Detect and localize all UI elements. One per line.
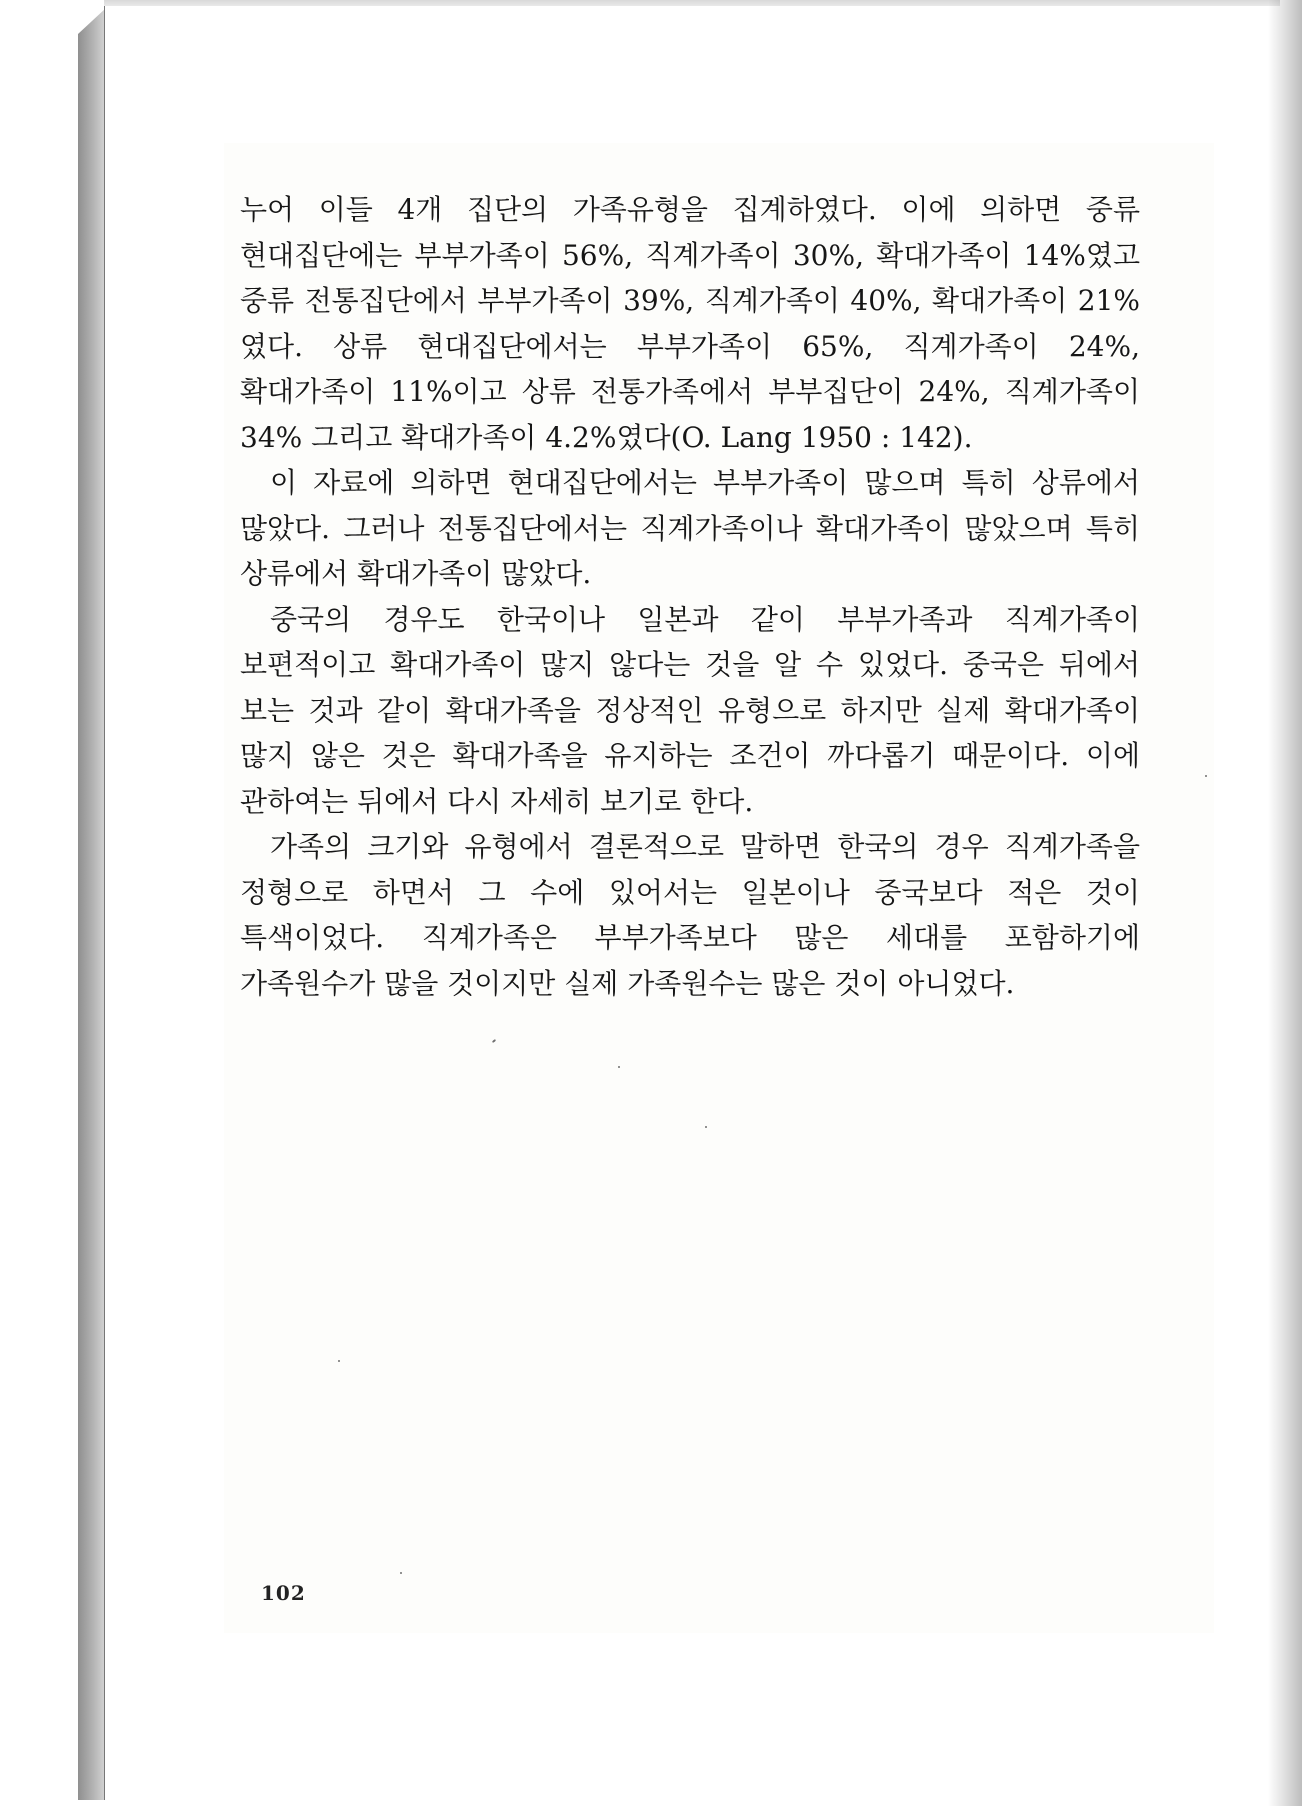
paragraph: 가족의 크기와 유형에서 결론적으로 말하면 한국의 경우 직계가족을 정형으로 하면서 그 수에 있어서는 일본이나 중국보다 적은 것이 특색이었다. 직계가족은 부부가족보다 많은 세대를 포함하기에 가족원수가 많을 것이지만 실제 가족원수는 많은 것이 아니었다. bbox=[240, 830, 1140, 1000]
scan-speck bbox=[1205, 775, 1207, 777]
scan-speck bbox=[618, 1066, 620, 1068]
page-number: 102 bbox=[261, 1581, 306, 1605]
page-right-shadow bbox=[1268, 0, 1302, 1806]
paragraph: 중국의 경우도 한국이나 일본과 같이 부부가족과 직계가족이 보편적이고 확대가족이 많지 않다는 것을 알 수 있었다. 중국은 뒤에서 보는 것과 같이 확대가족을 정상적인 유형으로 하지만 실제 확대가족이 많지 않은 것은 확대가족을 유지하는 조건이 까다롭기 때문이다. 이에 관하여는 뒤에서 다시 자세히 보기로 한다. bbox=[240, 602, 1140, 818]
paragraph: 이 자료에 의하면 현대집단에서는 부부가족이 많으며 특히 상류에서 많았다. 그러나 전통집단에서는 직계가족이나 확대가족이 많았으며 특히 상류에서 확대가족이 많았다. bbox=[240, 466, 1140, 590]
scan-speck bbox=[338, 1360, 340, 1362]
book-page-edge bbox=[78, 8, 106, 1800]
paragraph-continued: 누어 이들 4개 집단의 가족유형을 집계하였다. 이에 의하면 중류 현대집단에는 부부가족이 56%, 직계가족이 30%, 확대가족이 14%였고 중류 전통집단에서 부부가족이 39%, 직계가족이 40%, 확대가족이 21%였다. 상류 현대집단에서는 부부가족이 65%, 직계가족이 24%, 확대가족이 11%이고 상류 전통가족에서 부부집단이 24%, 직계가족이 34% 그리고 확대가족이 4.2%였다(O. Lang 1950 : 142). bbox=[240, 193, 1140, 454]
scan-speck bbox=[400, 1572, 402, 1574]
body-text bbox=[240, 187, 1140, 1006]
scan-speck bbox=[705, 1126, 707, 1128]
